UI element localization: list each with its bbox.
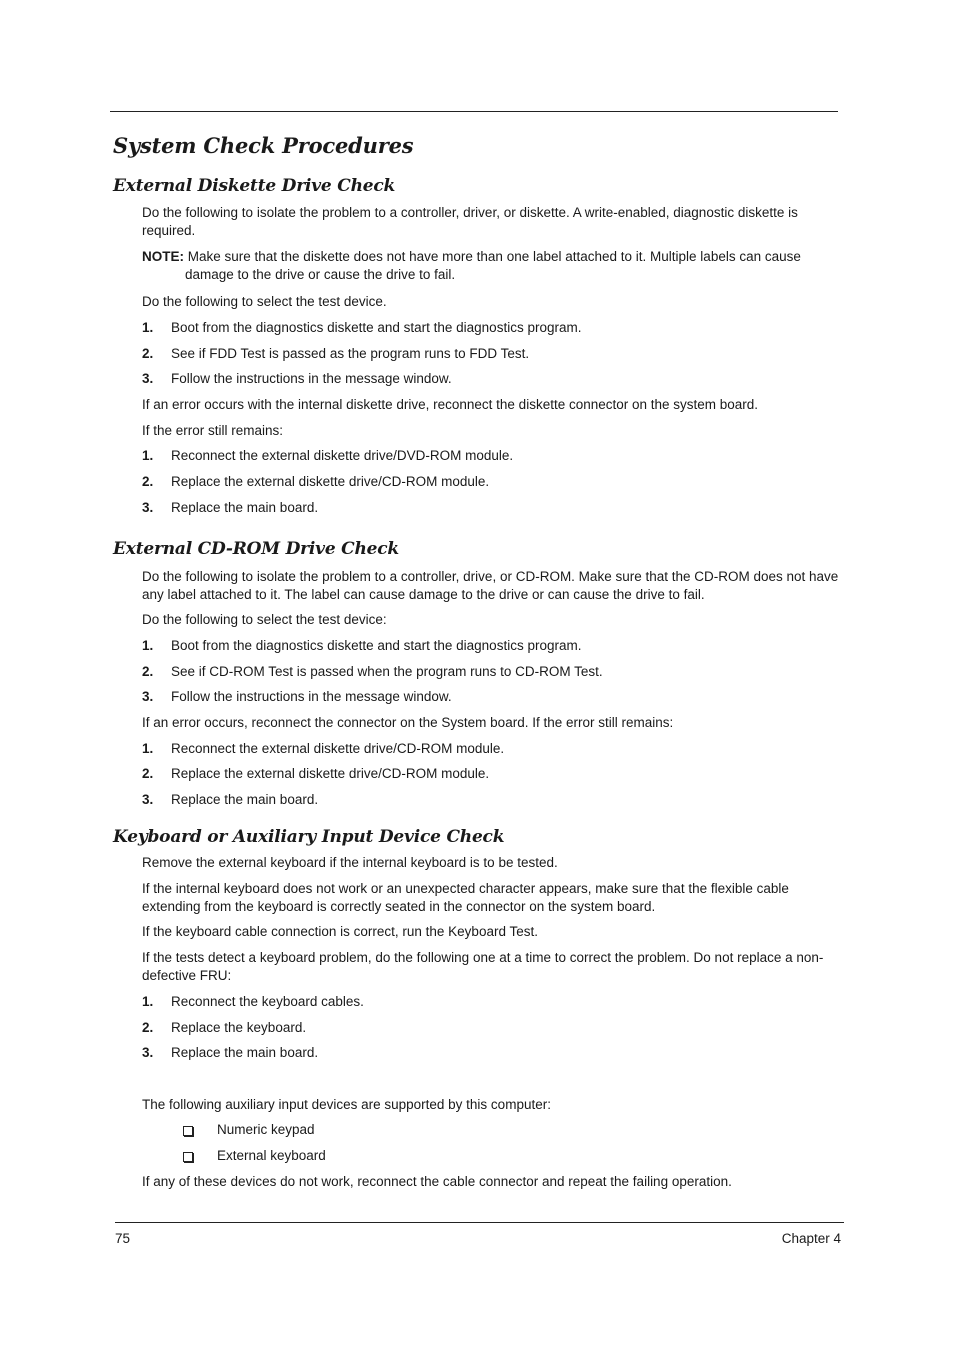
keyboard-closing: If any of these devices do not work, reconnect the cable connector and repeat the failing operation.: [142, 1174, 732, 1189]
step-number: 3.: [142, 689, 154, 704]
list-item: [142, 499, 839, 517]
section-body-keyboard: [142, 854, 839, 1191]
step-text: See if CD-ROM Test is passed when the program runs to CD-ROM Test.: [171, 664, 603, 679]
step-number: 3.: [142, 1045, 154, 1060]
page-content: [113, 126, 839, 1191]
section-heading-cdrom: External CD-ROM Drive Check: [113, 539, 399, 559]
list-item: [142, 1044, 839, 1062]
cdrom-fix-steps: [142, 740, 839, 809]
keyboard-aux-intro: The following auxiliary input devices are supported by this computer:: [142, 1097, 551, 1112]
cdrom-steps: [142, 637, 839, 706]
step-text: Replace the keyboard.: [171, 1020, 307, 1035]
section-body-diskette: [142, 204, 839, 517]
footer-chapter: Chapter 4: [781, 1231, 841, 1246]
list-item: [142, 765, 839, 783]
keyboard-p1: Remove the external keyboard if the internal keyboard is to be tested.: [142, 855, 558, 870]
cdrom-select-text: Do the following to select the test device:: [142, 612, 387, 627]
step-number: 2.: [142, 1020, 154, 1035]
list-item: [142, 1019, 839, 1037]
list-item: [142, 319, 839, 337]
step-number: 2.: [142, 474, 154, 489]
step-number: 1.: [142, 448, 154, 463]
step-text: Replace the external diskette drive/CD-ROM module.: [171, 474, 490, 489]
step-number: 1.: [142, 994, 154, 1009]
page-title: System Check Procedures: [113, 133, 414, 158]
step-text: Replace the main board.: [171, 1045, 319, 1060]
list-item: [142, 345, 839, 363]
step-text: Replace the main board.: [171, 500, 319, 515]
step-number: 2.: [142, 664, 154, 679]
footer-rule: [115, 1222, 844, 1223]
note-text: Make sure that the diskette does not have more than one label attached to it. Multiple labels can cause damage to the drive or cause the drive to fail.: [184, 249, 801, 282]
diskette-note: [142, 248, 839, 284]
step-number: 2.: [142, 346, 154, 361]
step-number: 1.: [142, 638, 154, 653]
cdrom-error-text: If an error occurs, reconnect the connector on the System board. If the error still remains:: [142, 715, 674, 730]
list-item: [142, 473, 839, 491]
keyboard-p4: If the tests detect a keyboard problem, do the following one at a time to correct the problem. Do not replace a non-defective FRU:: [142, 950, 824, 983]
step-number: 3.: [142, 371, 154, 386]
diskette-select-text: Do the following to select the test device.: [142, 294, 387, 309]
step-number: 3.: [142, 792, 154, 807]
section-body-cdrom: [142, 568, 839, 809]
step-text: Follow the instructions in the message window.: [171, 689, 452, 704]
list-item: [142, 993, 839, 1011]
diskette-remains-text: If the error still remains:: [142, 423, 284, 438]
diskette-intro: Do the following to isolate the problem to a controller, driver, or diskette. A write-enabled, diagnostic diskette is required.: [142, 205, 798, 238]
device-name: Numeric keypad: [217, 1122, 315, 1137]
list-item: [142, 740, 839, 758]
keyboard-steps: [142, 993, 839, 1062]
footer-page-number: 75: [115, 1231, 131, 1246]
step-number: 1.: [142, 320, 154, 335]
section-heading-diskette: External Diskette Drive Check: [113, 176, 396, 196]
step-text: Boot from the diagnostics diskette and start the diagnostics program.: [171, 638, 582, 653]
step-number: 3.: [142, 500, 154, 515]
checkbox-bullet-icon: [183, 1152, 193, 1162]
keyboard-p3: If the keyboard cable connection is correct, run the Keyboard Test.: [142, 924, 538, 939]
step-number: 1.: [142, 741, 154, 756]
list-item: [142, 447, 839, 465]
list-item: [142, 688, 839, 706]
list-item: [142, 1121, 839, 1139]
step-text: Follow the instructions in the message window.: [171, 371, 452, 386]
keyboard-p2: If the internal keyboard does not work or an unexpected character appears, make sure that the flexible cable extending from the keyboard is correctly seated in the connector on the system board.: [142, 881, 789, 914]
list-item: [142, 370, 839, 388]
list-item: [142, 791, 839, 809]
device-name: External keyboard: [217, 1148, 326, 1163]
diskette-error-text: If an error occurs with the internal diskette drive, reconnect the diskette connector on the system board.: [142, 397, 759, 412]
step-text: Reconnect the external diskette drive/DVD-ROM module.: [171, 448, 514, 463]
step-text: Replace the main board.: [171, 792, 319, 807]
note-label: NOTE:: [142, 249, 184, 264]
aux-device-list: [142, 1121, 839, 1165]
diskette-steps: [142, 319, 839, 388]
list-item: [142, 1147, 839, 1165]
header-rule: [110, 111, 838, 112]
step-text: See if FDD Test is passed as the program runs to FDD Test.: [171, 346, 530, 361]
step-text: Reconnect the external diskette drive/CD-ROM module.: [171, 741, 505, 756]
step-text: Boot from the diagnostics diskette and start the diagnostics program.: [171, 320, 582, 335]
step-number: 2.: [142, 766, 154, 781]
step-text: Reconnect the keyboard cables.: [171, 994, 364, 1009]
list-item: [142, 637, 839, 655]
diskette-fix-steps: [142, 447, 839, 517]
list-item: [142, 663, 839, 681]
section-heading-keyboard: Keyboard or Auxiliary Input Device Check: [113, 827, 505, 847]
cdrom-intro: Do the following to isolate the problem to a controller, drive, or CD-ROM. Make sure that the CD-ROM does not have any label attached to it. The label can cause damage to the drive or can cause the drive to fail.: [142, 569, 839, 602]
checkbox-bullet-icon: [183, 1126, 193, 1136]
step-text: Replace the external diskette drive/CD-ROM module.: [171, 766, 490, 781]
